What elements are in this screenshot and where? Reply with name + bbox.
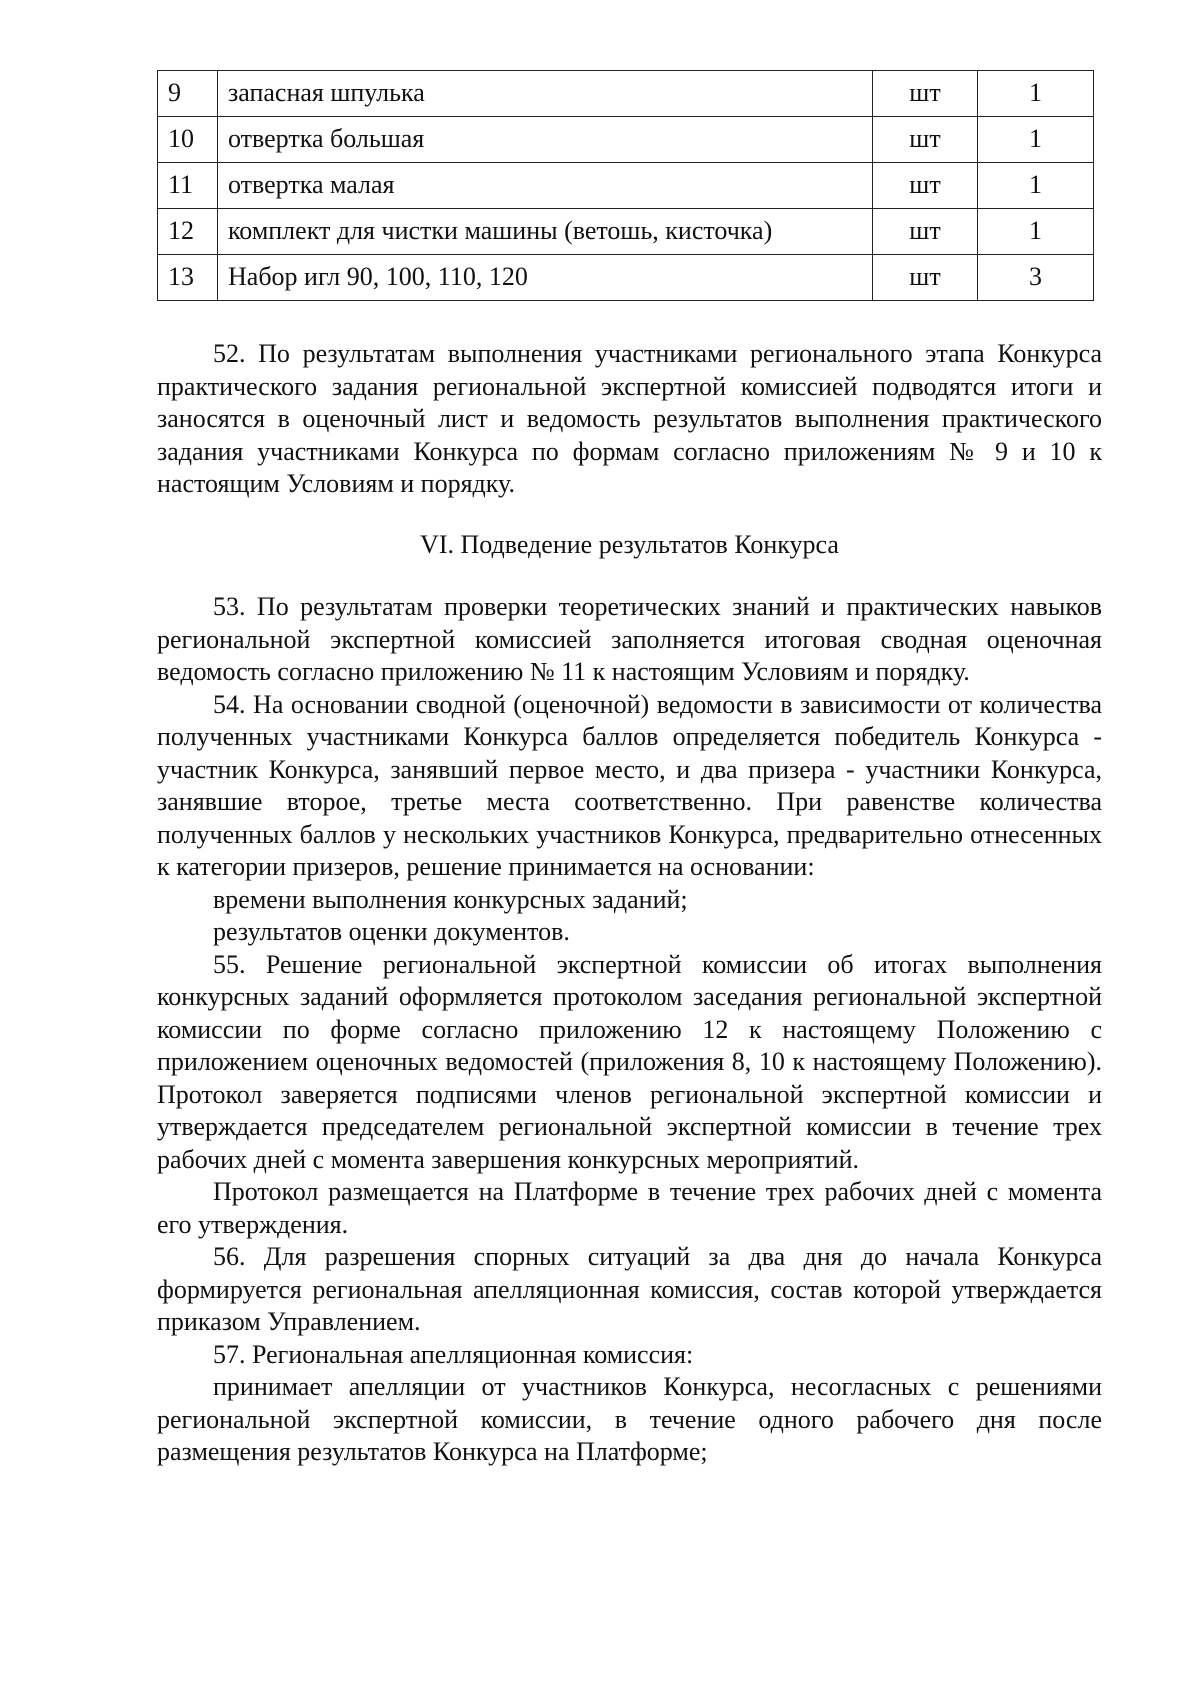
paragraph-57-item-1: принимает апелляции от участников Конкурса, несогласных с решениями региональной экспертной комиссии, в течение одного рабочего дня после размещения результатов Конкурса на Платформе; [157, 1372, 1102, 1466]
item-quantity: 1 [978, 163, 1094, 209]
item-quantity: 1 [978, 117, 1094, 163]
paragraph-56: 56. Для разрешения спорных ситуаций за два дня до начала Конкурса формируется региональная апелляционная комиссия, состав которой утверждается приказом Управлением. [157, 1242, 1102, 1336]
item-unit: шт [873, 71, 978, 117]
item-unit: шт [873, 163, 978, 209]
row-number: 11 [158, 163, 218, 209]
row-number: 9 [158, 71, 218, 117]
item-quantity: 1 [978, 209, 1094, 255]
equipment-table [157, 70, 1094, 301]
paragraph-52: 52. По результатам выполнения участниками регионального этапа Конкурса практического задания региональной экспертной комиссией подводятся итоги и заносятся в оценочный лист и ведомость результатов выполнения практического задания участниками Конкурса по формам согласно приложениям № 9 и 10 к настоящим Условиям и порядку. [157, 339, 1102, 498]
item-name: отвертка большая [218, 117, 873, 163]
item-name: запасная шпулька [218, 71, 873, 117]
row-number: 10 [158, 117, 218, 163]
table-row [158, 117, 1094, 163]
table-row [158, 71, 1094, 117]
item-quantity: 1 [978, 71, 1094, 117]
table-row [158, 209, 1094, 255]
paragraph-57: 57. Региональная апелляционная комиссия: [213, 1339, 694, 1369]
document-body [157, 338, 1102, 1469]
item-unit: шт [873, 117, 978, 163]
item-name: отвертка малая [218, 163, 873, 209]
item-name: Набор игл 90, 100, 110, 120 [218, 255, 873, 301]
section-title: VI. Подведение результатов Конкурса [420, 529, 839, 559]
paragraph-55-continued: Протокол размещается на Платформе в течение трех рабочих дней с момента его утверждения. [157, 1177, 1102, 1239]
item-unit: шт [873, 255, 978, 301]
paragraph-53: 53. По результатам проверки теоретических знаний и практических навыков региональной экспертной комиссией заполняется итоговая сводная оценочная ведомость согласно приложению № 11 к настоящим Условиям и порядку. [157, 592, 1102, 686]
item-quantity: 3 [978, 255, 1094, 301]
item-unit: шт [873, 209, 978, 255]
paragraph-54-item-1: времени выполнения конкурсных заданий; [213, 884, 688, 914]
row-number: 13 [158, 255, 218, 301]
paragraph-55: 55. Решение региональной экспертной комиссии об итогах выполнения конкурсных заданий оформляется протоколом заседания региональной экспертной комиссии по форме согласно приложению 12 к настоящему Положению с приложением оценочных ведомостей (приложения 8, 10 к настоящему Положению). Протокол заверяется подписями членов региональной экспертной комиссии и утверждается председателем региональной экспертной комиссии в течение трех рабочих дней с момента завершения конкурсных мероприятий. [157, 949, 1102, 1174]
table-row [158, 255, 1094, 301]
row-number: 12 [158, 209, 218, 255]
paragraph-54-item-2: результатов оценки документов. [213, 917, 570, 946]
paragraph-54: 54. На основании сводной (оценочной) ведомости в зависимости от количества полученных участниками Конкурса баллов определяется победитель Конкурса - участник Конкурса, занявший первое место, и два призера - участники Конкурса, занявшие второе, третье места соответственно. При равенстве количества полученных баллов у нескольких участников Конкурса, предварительно отнесенных к категории призеров, решение принимается на основании: [157, 689, 1102, 881]
table-row [158, 163, 1094, 209]
item-name: комплект для чистки машины (ветошь, кисточка) [218, 209, 873, 255]
